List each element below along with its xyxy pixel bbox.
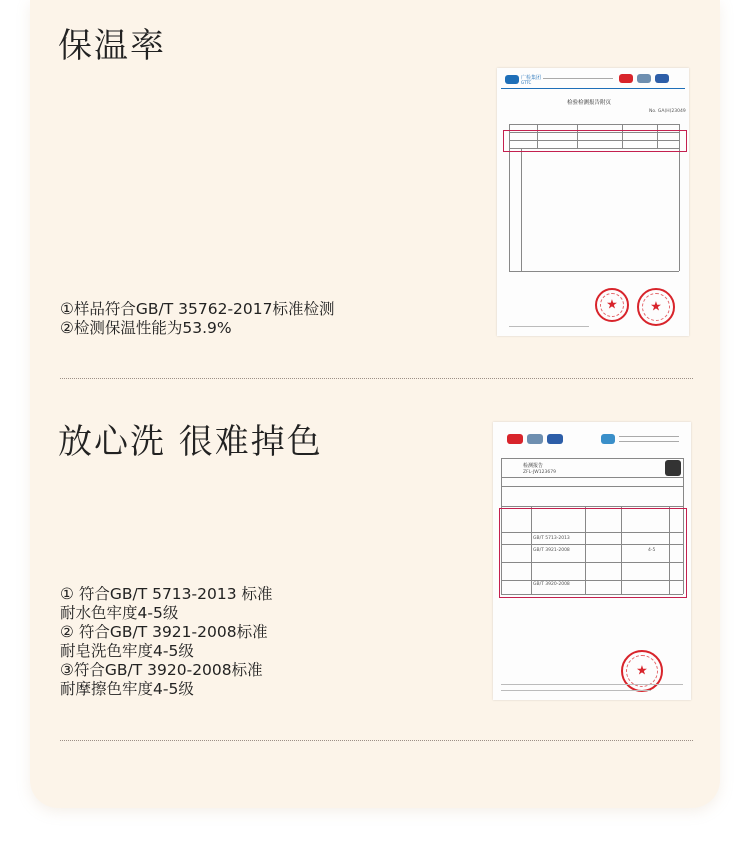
colorfastness-line-2: 耐水色牢度4-5级 bbox=[60, 604, 179, 622]
cert-report-no: ZFL-JW123679 bbox=[523, 470, 556, 475]
cert-standard-3: GB/T 3920-2008 bbox=[533, 582, 570, 587]
section-title-insulation: 保温率 bbox=[58, 26, 166, 66]
section-divider-1 bbox=[60, 378, 693, 379]
colorfastness-certificate-image bbox=[493, 422, 691, 700]
ilac-mark-icon bbox=[637, 74, 651, 83]
insulation-line-1: ①样品符合GB/T 35762-2017标准检测 bbox=[60, 300, 335, 318]
insulation-line-2: ②检测保温性能为53.9% bbox=[60, 319, 232, 337]
cert-org-sub: GTTC bbox=[521, 80, 532, 85]
cert-heading: 检验检测报告附页 bbox=[567, 100, 612, 106]
star-icon: ★ bbox=[650, 299, 662, 315]
colorfastness-result-highlight bbox=[499, 508, 687, 598]
qr-code-icon bbox=[665, 460, 681, 476]
star-icon: ★ bbox=[636, 663, 648, 679]
insulation-certificate-image bbox=[497, 68, 689, 336]
section-divider-2 bbox=[60, 740, 693, 741]
ma-mark-icon bbox=[507, 434, 523, 444]
cert-org-name: 广检集团 bbox=[521, 75, 542, 81]
cert-standard-1: GB/T 5713-2013 bbox=[533, 536, 570, 541]
cnas-mark-icon bbox=[547, 434, 563, 444]
colorfastness-line-3: ② 符合GB/T 3921-2008标准 bbox=[60, 623, 268, 641]
colorfastness-line-5: ③符合GB/T 3920-2008标准 bbox=[60, 661, 263, 679]
insulation-result-highlight bbox=[503, 130, 687, 152]
colorfastness-description bbox=[60, 585, 273, 699]
star-icon: ★ bbox=[606, 297, 618, 313]
ilac-mark-icon bbox=[527, 434, 543, 444]
colorfastness-line-6: 耐摩擦色牢度4-5级 bbox=[60, 680, 194, 698]
insulation-description bbox=[60, 300, 335, 338]
colorfastness-line-4: 耐皂洗色牢度4-5级 bbox=[60, 642, 194, 660]
certificate-seal-2 bbox=[637, 288, 675, 326]
gttc-logo-icon bbox=[505, 75, 519, 84]
cert-report-no: No. GA(H)23049 bbox=[649, 109, 686, 114]
cert-standard-2: GB/T 3921-2008 bbox=[533, 548, 570, 553]
colorfastness-line-1: ① 符合GB/T 5713-2013 标准 bbox=[60, 585, 273, 603]
cert-grade: 4-5 bbox=[648, 548, 656, 553]
cnas-mark-icon bbox=[655, 74, 669, 83]
section-title-colorfastness: 放心洗 很难掉色 bbox=[58, 422, 323, 462]
cert-heading: 检测报告 bbox=[523, 463, 544, 469]
certificate-seal bbox=[621, 650, 663, 692]
uts-logo-icon bbox=[601, 434, 615, 444]
certificate-seal-1 bbox=[595, 288, 629, 322]
ma-mark-icon bbox=[619, 74, 633, 83]
